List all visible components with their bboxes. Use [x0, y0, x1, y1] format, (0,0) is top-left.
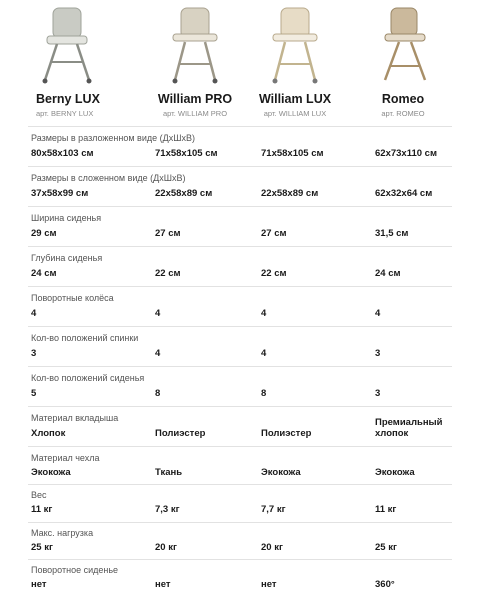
- spec-value: 71x58x105 см: [155, 148, 218, 159]
- spec-label: Глубина сиденья: [31, 253, 103, 263]
- spec-value: 62x73x110 см: [375, 148, 437, 159]
- spec-value: 20 кг: [155, 542, 177, 553]
- product-article: арт. BERNY LUX: [36, 109, 94, 118]
- spec-value: 8: [155, 388, 161, 399]
- spec-row: [28, 246, 452, 286]
- product-name[interactable]: William PRO: [157, 92, 233, 106]
- spec-value: 31,5 см: [375, 228, 409, 239]
- spec-value: Экокожа: [375, 467, 415, 478]
- spec-value: Хлопок: [31, 428, 66, 439]
- spec-label: Размеры в разложенном виде (ДхШхВ): [31, 133, 195, 143]
- spec-row: [28, 522, 452, 559]
- spec-row: [28, 206, 452, 246]
- spec-value: 27 см: [155, 228, 181, 239]
- product-name[interactable]: Romeo: [381, 92, 425, 106]
- product-article: арт. ROMEO: [381, 109, 425, 118]
- spec-value: 37x58x99 см: [31, 188, 89, 199]
- spec-value: 4: [261, 348, 267, 359]
- product-name[interactable]: William LUX: [258, 92, 332, 106]
- spec-label: Поворотное сиденье: [31, 565, 119, 575]
- spec-row: [28, 166, 452, 206]
- spec-row: [28, 484, 452, 522]
- spec-value: 4: [375, 308, 381, 319]
- spec-row: [28, 126, 452, 166]
- spec-value: 20 кг: [261, 542, 283, 553]
- spec-value: 4: [261, 308, 267, 319]
- product-card-berny-lux[interactable]: [12, 0, 122, 118]
- highchair-icon: [363, 4, 443, 84]
- spec-label: Размеры в сложенном виде (ДхШхВ): [31, 173, 186, 183]
- spec-label: Макс. нагрузка: [31, 528, 94, 538]
- spec-value: Экокожа: [261, 467, 301, 478]
- spec-value: 11 кг: [31, 504, 53, 515]
- spec-value: 7,3 кг: [155, 504, 180, 515]
- product-card-william-pro[interactable]: [140, 0, 250, 118]
- product-card-romeo[interactable]: [348, 0, 458, 118]
- spec-value: нет: [261, 579, 277, 590]
- spec-row: [28, 326, 452, 366]
- spec-value: 8: [261, 388, 267, 399]
- spec-label: Кол-во положений сиденья: [31, 373, 145, 383]
- spec-value: Ткань: [155, 467, 183, 478]
- spec-row: [28, 559, 452, 597]
- product-card-william-lux[interactable]: [240, 0, 350, 118]
- spec-row: [28, 286, 452, 326]
- spec-value: 27 см: [261, 228, 287, 239]
- spec-label: Кол-во положений спинки: [31, 333, 139, 343]
- highchair-icon: [255, 4, 335, 84]
- spec-value: 22x58x89 см: [155, 188, 213, 199]
- spec-row: [28, 366, 452, 406]
- product-image[interactable]: [140, 0, 250, 84]
- spec-value: 24 см: [375, 268, 401, 279]
- highchair-icon: [27, 4, 107, 84]
- spec-value: 7,7 кг: [261, 504, 286, 515]
- spec-value: 22 см: [261, 268, 287, 279]
- spec-label: Ширина сиденья: [31, 213, 102, 223]
- spec-value: 29 см: [31, 228, 57, 239]
- spec-value: 4: [31, 308, 37, 319]
- highchair-icon: [155, 4, 235, 84]
- spec-value: 80x58x103 см: [31, 148, 94, 159]
- product-image[interactable]: [12, 0, 122, 84]
- spec-value: 22 см: [155, 268, 181, 279]
- spec-value: Полиэстер: [261, 428, 312, 439]
- spec-value: 24 см: [31, 268, 57, 279]
- spec-value: 4: [155, 308, 161, 319]
- spec-row: [28, 446, 452, 484]
- spec-value: 62x32x64 см: [375, 188, 433, 199]
- spec-value: Премиальный хлопок: [375, 417, 443, 439]
- product-header: [0, 0, 480, 126]
- spec-label: Материал вкладыша: [31, 413, 119, 423]
- spec-value: 11 кг: [375, 504, 397, 515]
- spec-row: [28, 406, 452, 446]
- spec-value: 360°: [375, 579, 395, 590]
- spec-value: 3: [31, 348, 37, 359]
- spec-value: Полиэстер: [155, 428, 206, 439]
- spec-value: нет: [31, 579, 47, 590]
- spec-label: Материал чехла: [31, 453, 100, 463]
- spec-value: 22x58x89 см: [261, 188, 319, 199]
- product-image[interactable]: [348, 0, 458, 84]
- product-name[interactable]: Berny LUX: [36, 92, 100, 106]
- spec-value: 4: [155, 348, 161, 359]
- spec-value: 25 кг: [31, 542, 53, 553]
- product-article: арт. WILLIAM LUX: [263, 109, 327, 118]
- spec-value: нет: [155, 579, 171, 590]
- spec-value: 25 кг: [375, 542, 397, 553]
- product-image[interactable]: [240, 0, 350, 84]
- spec-value: Экокожа: [31, 467, 71, 478]
- product-article: арт. WILLIAM PRO: [162, 109, 228, 118]
- spec-value: 3: [375, 388, 381, 399]
- spec-value: 3: [375, 348, 381, 359]
- spec-value: 5: [31, 388, 37, 399]
- spec-label: Поворотные колёса: [31, 293, 114, 303]
- spec-label: Вес: [31, 490, 47, 500]
- spec-value: 71x58x105 см: [261, 148, 324, 159]
